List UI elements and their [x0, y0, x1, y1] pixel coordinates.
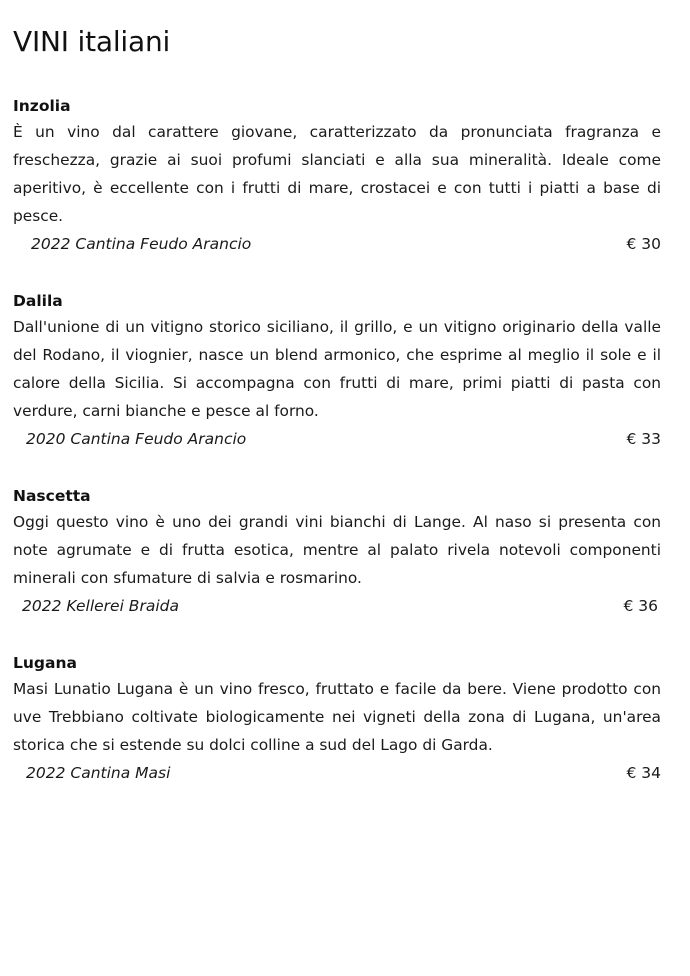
wine-price: € 33 — [626, 430, 661, 448]
wine-description: Dall'unione di un vitigno storico siciliano, il grillo, e un vitigno originario della valle del Rodano, il viognier, nasce un blend armonico, che esprime al meglio il sole e il calore della Sicilia. Si accompagna con frutti di mare, primi piatti di pasta con verdure, carni bianche e pesce al forno. — [13, 318, 661, 420]
wine-entry-inzolia — [13, 95, 661, 258]
wine-vintage: 2022 Cantina Masi — [26, 764, 171, 782]
wine-meta-row — [13, 592, 661, 620]
wine-price: € 34 — [626, 764, 661, 782]
wine-name: Inzolia — [13, 97, 71, 115]
wine-vintage: 2022 Cantina Feudo Arancio — [31, 235, 252, 253]
wine-entry-nascetta — [13, 485, 661, 620]
wine-vintage: 2020 Cantina Feudo Arancio — [26, 430, 247, 448]
wine-entry-dalila — [13, 290, 661, 453]
wine-name: Dalila — [13, 292, 63, 310]
wine-description: Oggi questo vino è uno dei grandi vini bianchi di Lange. Al naso si presenta con note agrumate e di frutta esotica, mentre al palato rivela notevoli componenti minerali con sfumature di salvia e rosmarino. — [13, 513, 661, 587]
wine-price: € 36 — [623, 597, 658, 615]
wine-name: Lugana — [13, 654, 77, 672]
wine-vintage: 2022 Kellerei Braida — [22, 597, 179, 615]
wine-meta-row — [13, 230, 661, 258]
wine-name: Nascetta — [13, 487, 91, 505]
wine-description: È un vino dal carattere giovane, caratterizzato da pronunciata fragranza e freschezza, grazie ai suoi profumi slanciati e alla sua mineralità. Ideale come aperitivo, è eccellente con i frutti di mare, crostacei e con tutti i piatti a base di pesce. — [13, 123, 661, 225]
wine-description: Masi Lunatio Lugana è un vino fresco, fruttato e facile da bere. Viene prodotto con uve Trebbiano coltivate biologicamente nei vigneti della zona di Lugana, un'area storica che si estende su dolci colline a sud del Lago di Garda. — [13, 680, 661, 754]
wine-meta-row — [13, 759, 661, 787]
wine-meta-row — [13, 425, 661, 453]
wine-price: € 30 — [626, 235, 661, 253]
page-title: VINI italiani — [13, 25, 171, 58]
wine-entry-lugana — [13, 652, 661, 787]
